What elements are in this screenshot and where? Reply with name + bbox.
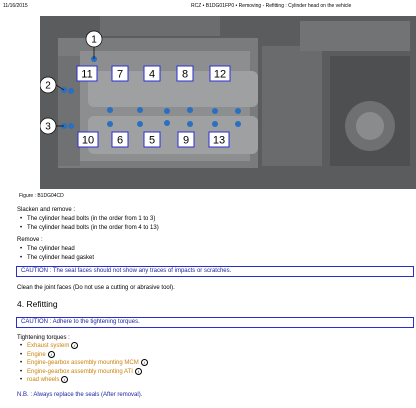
callout-8 <box>177 66 193 81</box>
caution-seal-faces: CAUTION : The seal faces should not show any traces of impacts or scratches. <box>16 266 414 277</box>
info-icon[interactable]: i <box>71 342 78 349</box>
svg-text:13: 13 <box>212 134 226 147</box>
list-item: • The cylinder head bolts (in the order from 4 to 13) <box>17 224 159 233</box>
print-date: 11/16/2015 <box>3 3 28 9</box>
torques-list <box>17 342 148 385</box>
slacken-intro: Slacken and remove : <box>17 207 76 213</box>
callout-6 <box>112 132 128 147</box>
svg-text:3: 3 <box>45 121 51 133</box>
section-heading-refitting: 4. Refitting <box>17 299 58 309</box>
callout-11 <box>77 66 97 81</box>
svg-text:6: 6 <box>116 134 124 147</box>
svg-text:9: 9 <box>182 134 190 147</box>
callout-1 <box>86 31 102 47</box>
callout-12 <box>210 66 230 81</box>
svg-text:12: 12 <box>213 68 227 81</box>
remove-intro: Remove : <box>17 237 43 243</box>
svg-text:8: 8 <box>181 68 189 81</box>
svg-text:10: 10 <box>81 134 95 147</box>
callout-7 <box>112 66 128 81</box>
list-item: • The cylinder head <box>17 245 94 254</box>
info-icon[interactable]: i <box>48 351 55 358</box>
callout-2 <box>40 77 56 93</box>
document-title: RCZ • B1DG01FP0 • Removing - Refitting : Cylinder head on the vehicle <box>191 3 352 9</box>
slacken-list <box>17 215 159 232</box>
svg-text:1: 1 <box>91 34 97 46</box>
torque-link-engine[interactable]: • Engine i <box>17 351 148 360</box>
torque-link-mcm[interactable]: • Engine-gearbox assembly mounting MCM i <box>17 359 148 368</box>
info-icon[interactable]: i <box>135 368 142 375</box>
torques-intro: Tightening torques : <box>17 335 70 341</box>
torque-link-exhaust[interactable]: • Exhaust system i <box>17 342 148 351</box>
svg-text:2: 2 <box>45 80 51 92</box>
list-item: • The cylinder head bolts (in the order from 1 to 3) <box>17 215 159 224</box>
svg-text:7: 7 <box>116 68 124 81</box>
clean-instruction: Clean the joint faces (Do not use a cutting or abrasive tool). <box>17 285 175 291</box>
caution-torques: CAUTION : Adhere to the tightening torques. <box>16 317 414 328</box>
callout-10 <box>78 132 98 147</box>
info-icon[interactable]: i <box>141 359 148 366</box>
remove-list <box>17 245 94 262</box>
callout-13 <box>209 132 229 147</box>
callout-5 <box>144 132 160 147</box>
callout-3 <box>40 118 56 134</box>
figure-caption: Figure : B1DG04CD <box>19 193 64 199</box>
list-item: • The cylinder head gasket <box>17 254 94 263</box>
cylinder-head-figure <box>40 16 416 189</box>
svg-text:5: 5 <box>148 134 156 147</box>
cylinder-head-illustration <box>40 16 416 189</box>
svg-text:4: 4 <box>148 68 156 81</box>
callout-4 <box>144 66 160 81</box>
torque-link-ati[interactable]: • Engine-gearbox assembly mounting ATI i <box>17 368 148 377</box>
torque-link-road-wheels[interactable]: • road wheels i <box>17 376 148 385</box>
callout-9 <box>178 132 194 147</box>
note-replace-seals: N.B. : Always replace the seals (After removal). <box>17 392 143 398</box>
info-icon[interactable]: i <box>61 376 68 383</box>
svg-text:11: 11 <box>81 68 93 81</box>
